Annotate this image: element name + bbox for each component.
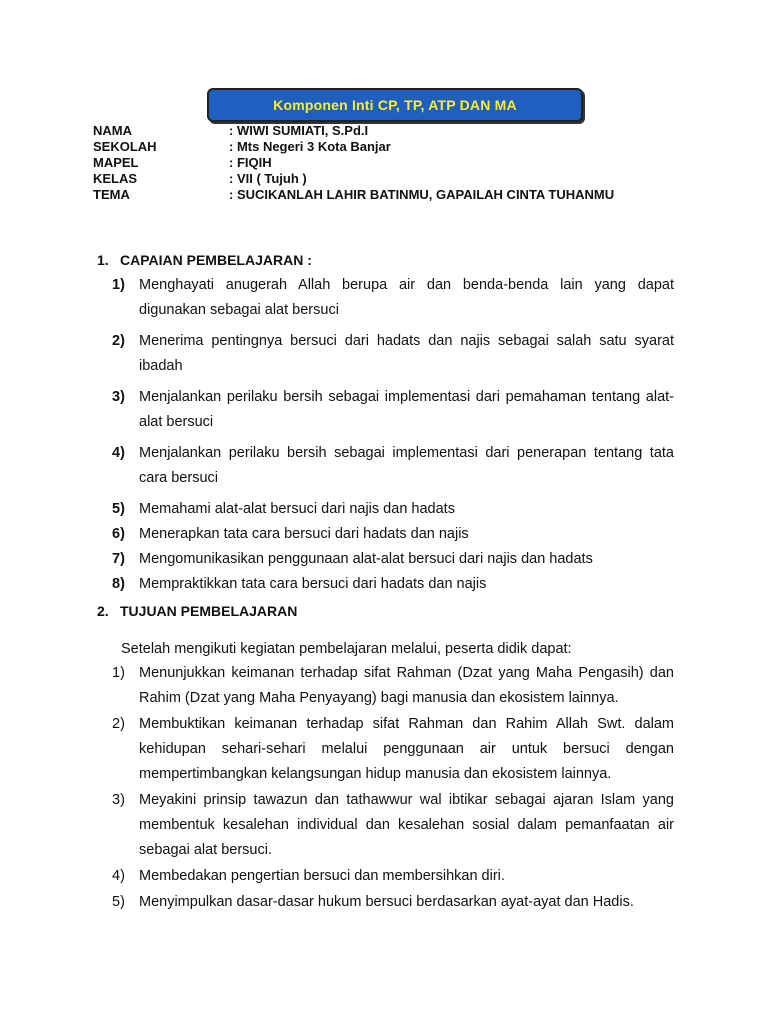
document-title: Komponen Inti CP, TP, ATP DAN MA xyxy=(273,97,517,113)
item-text: Menerima pentingnya bersuci dari hadats dan najis sebagai salah satu syarat ibadah xyxy=(139,333,674,374)
item-number: 2) xyxy=(112,333,125,349)
list-item xyxy=(112,547,674,572)
item-text: Menghayati anugerah Allah berupa air dan benda-benda lain yang dapat digunakan sebagai alat bersuci xyxy=(139,277,674,318)
section-number: 2. xyxy=(97,603,109,619)
info-value: : Mts Negeri 3 Kota Banjar xyxy=(229,139,391,154)
list-item xyxy=(112,441,674,491)
item-text: Membuktikan keimanan terhadap sifat Rahman dan Rahim Allah Swt. dalam kehidupan sehari-sehari melalui penggunaan air untuk bersuci dengan mempertimbangkan kelangsungan hidup manusia dan ekosistem lainnya. xyxy=(139,716,674,782)
item-text: Mempraktikkan tata cara bersuci dari hadats dan najis xyxy=(139,576,487,592)
item-number: 5) xyxy=(112,501,125,517)
item-number: 6) xyxy=(112,526,125,542)
item-number: 3) xyxy=(112,792,125,808)
item-number: 2) xyxy=(112,716,125,732)
list-item xyxy=(112,522,674,547)
item-text: Mengomunikasikan penggunaan alat-alat bersuci dari najis dan hadats xyxy=(139,551,593,567)
item-number: 8) xyxy=(112,576,125,592)
list-item xyxy=(112,890,674,915)
tujuan-list xyxy=(112,661,674,921)
info-label: MAPEL xyxy=(93,155,139,170)
tujuan-intro: Setelah mengikuti kegiatan pembelajaran melalui, peserta didik dapat: xyxy=(121,641,572,657)
info-row-kelas xyxy=(93,171,614,187)
info-label: KELAS xyxy=(93,171,138,186)
info-row-tema xyxy=(93,187,614,203)
list-item xyxy=(112,329,674,379)
title-box xyxy=(207,88,583,122)
item-number: 1) xyxy=(112,277,125,293)
identity-table xyxy=(93,123,614,203)
item-number: 3) xyxy=(112,389,125,405)
section-title: CAPAIAN PEMBELAJARAN : xyxy=(120,252,312,268)
item-text: Menerapkan tata cara bersuci dari hadats dan najis xyxy=(139,526,469,542)
item-number: 7) xyxy=(112,551,125,567)
list-item xyxy=(112,788,674,863)
item-text: Menunjukkan keimanan terhadap sifat Rahman (Dzat yang Maha Pengasih) dan Rahim (Dzat yang Maha Penyayang) bagi manusia dan ekosistem lainnya. xyxy=(139,665,674,706)
item-number: 4) xyxy=(112,445,125,461)
item-text: Membedakan pengertian bersuci dan membersihkan diri. xyxy=(139,868,505,884)
info-label: SEKOLAH xyxy=(93,139,157,154)
item-number: 1) xyxy=(112,665,125,681)
item-number: 5) xyxy=(112,894,125,910)
info-label: TEMA xyxy=(93,187,130,202)
info-value: : WIWI SUMIATI, S.Pd.I xyxy=(229,123,369,138)
info-value: : SUCIKANLAH LAHIR BATINMU, GAPAILAH CINTA TUHANMU xyxy=(229,187,615,202)
item-text: Menjalankan perilaku bersih sebagai implementasi dari pemahaman tentang alat-alat bersuci xyxy=(139,389,674,430)
list-item xyxy=(112,864,674,889)
list-item xyxy=(112,273,674,323)
section-title: TUJUAN PEMBELAJARAN xyxy=(120,603,298,619)
item-text: Memahami alat-alat bersuci dari najis dan hadats xyxy=(139,501,455,517)
list-item xyxy=(112,712,674,787)
list-item xyxy=(112,661,674,711)
info-value: : VII ( Tujuh ) xyxy=(229,171,307,186)
item-text: Menjalankan perilaku bersih sebagai implementasi dari penerapan tentang tata cara bersuci xyxy=(139,445,674,486)
info-row-nama xyxy=(93,123,614,139)
section-heading-capaian xyxy=(97,252,312,268)
list-item xyxy=(112,385,674,435)
section-heading-tujuan xyxy=(97,603,297,619)
item-text: Meyakini prinsip tawazun dan tathawwur wal ibtikar sebagai ajaran Islam yang membentuk kesalehan individual dan kesalehan sosial dalam pemanfaatan air sebagai alat bersuci. xyxy=(139,792,674,858)
item-text: Menyimpulkan dasar-dasar hukum bersuci berdasarkan ayat-ayat dan Hadis. xyxy=(139,894,634,910)
section-number: 1. xyxy=(97,252,109,268)
list-item xyxy=(112,497,674,522)
info-value: : FIQIH xyxy=(229,155,272,170)
info-label: NAMA xyxy=(93,123,132,138)
info-row-mapel xyxy=(93,155,614,171)
item-number: 4) xyxy=(112,868,125,884)
list-item xyxy=(112,572,674,597)
info-row-sekolah xyxy=(93,139,614,155)
capaian-list xyxy=(112,273,674,597)
